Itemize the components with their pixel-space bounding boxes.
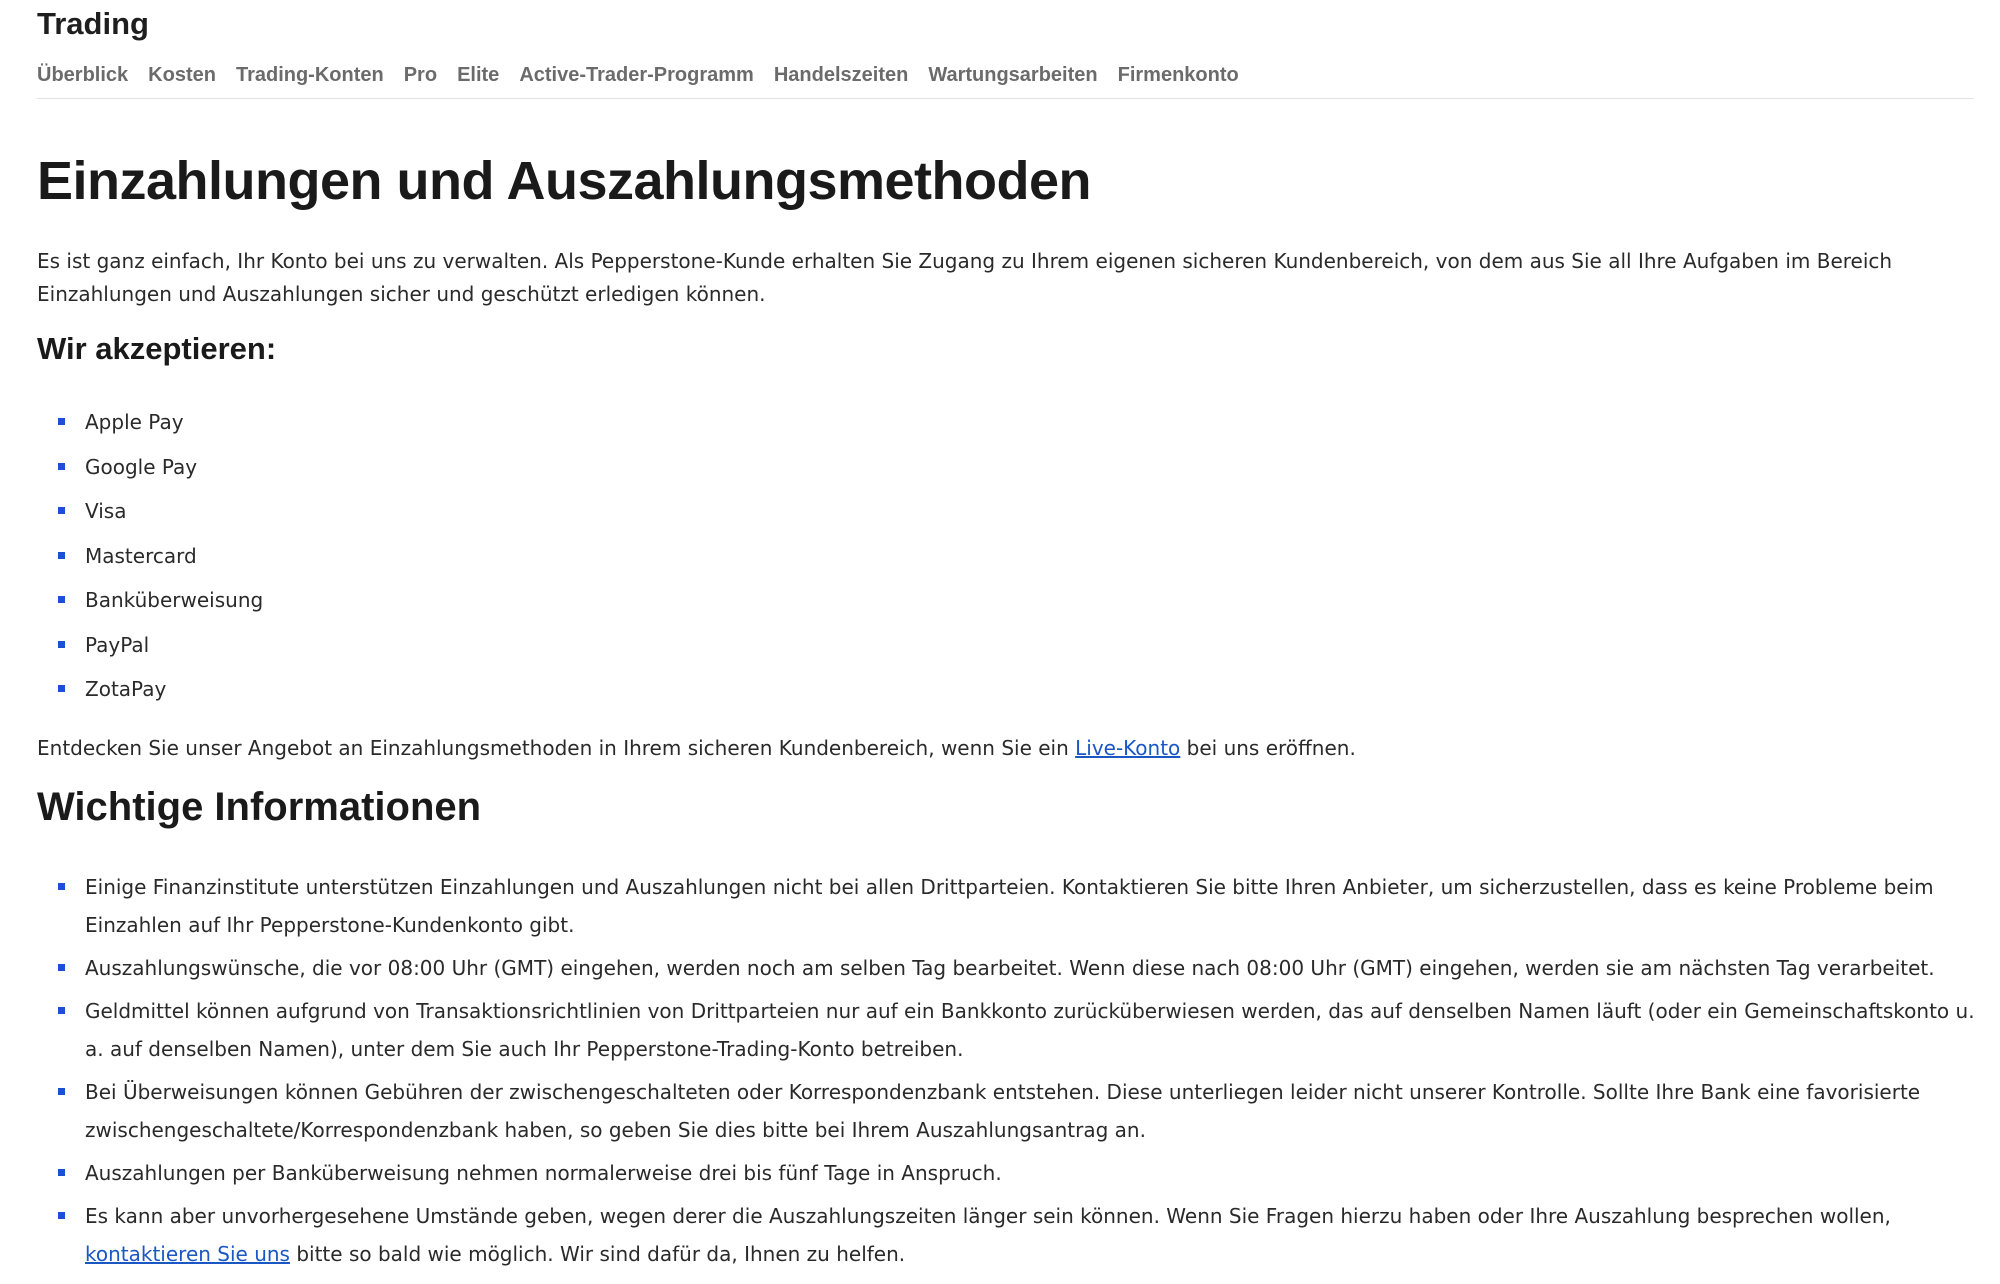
bullet-square-icon	[58, 964, 65, 971]
intro-paragraph: Es ist ganz einfach, Ihr Konto bei uns zu verwalten. Als Pepperstone-Kunde erhalten Sie Zugang zu Ihrem eigenen sicheren Kundenbereich, von dem aus Sie all Ihre Aufgaben im Bereich Einzahlungen und Auszahlungen sicher und geschützt erledigen können.	[37, 249, 1893, 306]
method-label: Google Pay	[85, 454, 198, 479]
bullet-square-icon	[58, 883, 65, 890]
bullet-square-icon	[58, 507, 65, 514]
bullet-square-icon	[58, 1169, 65, 1176]
list-item	[37, 868, 1977, 944]
nav-wartungsarbeiten[interactable]: Wartungsarbeiten	[928, 64, 1098, 86]
list-item	[37, 534, 263, 579]
list-item	[37, 1197, 1977, 1273]
nav-active-trader-programm[interactable]: Active-Trader-Programm	[519, 64, 754, 86]
nav-trading-konten[interactable]: Trading-Konten	[235, 64, 384, 86]
bullet-square-icon	[58, 418, 65, 425]
nav-kosten[interactable]: Kosten	[148, 64, 216, 86]
payment-methods-list	[37, 400, 263, 712]
info-heading: Wichtige Informationen	[37, 785, 482, 829]
discover-text-end: bei uns eröffnen.	[1180, 736, 1356, 760]
sub-navigation	[37, 60, 1974, 99]
info-text: Auszahlungen per Banküberweisung nehmen normalerweise drei bis fünf Tage in Anspruch.	[85, 1161, 1002, 1185]
info-text: Es kann aber unvorhergesehene Umstände geben, wegen derer die Auszahlungszeiten länger sein können. Wenn Sie Fragen hierzu haben oder Ihre Auszahlung besprechen wollen,	[85, 1204, 1891, 1228]
method-label: Visa	[85, 499, 127, 523]
accept-heading: Wir akzeptieren:	[37, 331, 277, 366]
method-label: PayPal	[85, 632, 150, 657]
method-label: Mastercard	[85, 543, 197, 568]
info-text-end: bitte so bald wie möglich. Wir sind dafür da, Ihnen zu helfen.	[289, 1242, 906, 1266]
nav-ueberblick[interactable]: Überblick	[37, 64, 129, 86]
bullet-square-icon	[58, 1007, 65, 1014]
list-item	[37, 1154, 1977, 1192]
info-list	[37, 868, 1977, 1278]
bullet-square-icon	[58, 685, 65, 692]
nav-elite[interactable]: Elite	[457, 64, 500, 86]
info-text: Geldmittel können aufgrund von Transaktionsrichtlinien von Drittparteien nur auf ein Bankkonto zurücküberwiesen werden, das auf denselben Namen läuft (oder ein Gemeinschaftskonto u. a. auf denselben Namen), unter dem Sie auch Ihr Pepperstone-Trading-Konto betreiben.	[85, 999, 1975, 1061]
info-text: Bei Überweisungen können Gebühren der zwischengeschalteten oder Korrespondenzbank entstehen. Diese unterliegen leider nicht unserer Kontrolle. Sollte Ihre Bank eine favorisierte zwischengeschaltete/Korrespondenzbank haben, so geben Sie dies bitte bei Ihrem Auszahlungsantrag an.	[85, 1080, 1921, 1142]
bullet-square-icon	[58, 1088, 65, 1095]
nav-firmenkonto[interactable]: Firmenkonto	[1117, 64, 1239, 86]
list-item	[37, 1073, 1977, 1149]
live-konto-link[interactable]: Live-Konto	[1075, 736, 1181, 760]
list-item	[37, 949, 1977, 987]
method-label: Banküberweisung	[85, 588, 264, 612]
page-title: Einzahlungen und Auszahlungsmethoden	[37, 151, 1091, 211]
bullet-square-icon	[58, 1212, 65, 1219]
list-item	[37, 992, 1977, 1068]
method-label: ZotaPay	[85, 677, 167, 701]
info-text: Einige Finanzinstitute unterstützen Einzahlungen und Auszahlungen nicht bei allen Drittparteien. Kontaktieren Sie bitte Ihren Anbieter, um sicherzustellen, dass es keine Probleme beim Einzahlen auf Ihr Pepperstone-Kundenkonto gibt.	[85, 875, 1934, 937]
section-title: Trading	[37, 6, 149, 41]
bullet-square-icon	[58, 596, 65, 603]
method-label: Apple Pay	[85, 410, 184, 434]
list-item	[37, 667, 263, 712]
nav-handelszeiten[interactable]: Handelszeiten	[773, 64, 909, 86]
discover-text: Entdecken Sie unser Angebot an Einzahlungsmethoden in Ihrem sicheren Kundenbereich, wenn Sie ein	[37, 736, 1076, 760]
bullet-square-icon	[58, 641, 65, 648]
contact-us-link[interactable]: kontaktieren Sie uns	[85, 1242, 290, 1266]
list-item	[37, 445, 263, 490]
list-item	[37, 623, 263, 668]
nav-pro[interactable]: Pro	[403, 64, 438, 86]
info-text: Auszahlungswünsche, die vor 08:00 Uhr (GMT) eingehen, werden noch am selben Tag bearbeitet. Wenn diese nach 08:00 Uhr (GMT) eingehen, werden sie am nächsten Tag verarbeitet.	[85, 956, 1935, 980]
bullet-square-icon	[58, 463, 65, 470]
list-item	[37, 400, 263, 445]
discover-paragraph	[37, 732, 1967, 764]
list-item	[37, 578, 263, 623]
bullet-square-icon	[58, 552, 65, 559]
list-item	[37, 489, 263, 534]
